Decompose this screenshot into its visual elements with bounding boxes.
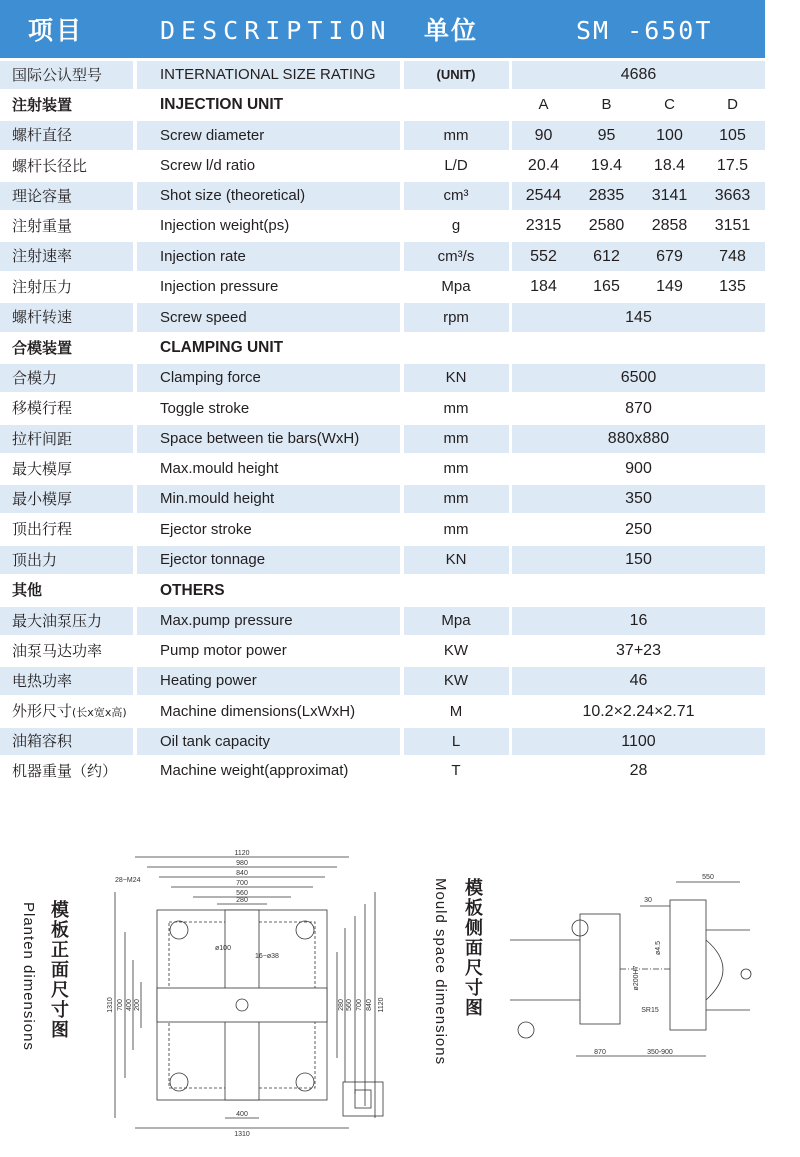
- table-row: [0, 241, 765, 272]
- spec-name-cn: [12, 696, 127, 728]
- spec-value: D: [727, 96, 738, 113]
- spec-value: B: [601, 96, 612, 113]
- table-row: [0, 514, 765, 545]
- spec-name-cn-text: 合模力: [12, 369, 58, 387]
- platen-callout: 28−M24: [115, 877, 141, 884]
- spec-name-en: Min.mould height: [160, 490, 275, 507]
- spec-name-cn: [12, 302, 72, 333]
- header-model: SM -650T: [576, 16, 713, 45]
- platen-dim-label: 560: [236, 890, 248, 897]
- spec-name-en: Shot size (theoretical): [160, 187, 306, 204]
- spec-value: A: [538, 96, 549, 113]
- spec-value: 870: [625, 400, 652, 417]
- section-title-en: OTHERS: [160, 582, 225, 599]
- spec-value: 100: [656, 127, 683, 144]
- spec-unit: mm: [443, 521, 469, 538]
- spec-value: 1100: [621, 733, 656, 750]
- spec-name-cn-text: 注射压力: [12, 278, 73, 296]
- platen-callout: 16−ø38: [255, 953, 279, 960]
- spec-name-en: Screw speed: [160, 309, 247, 326]
- platen-dim-label: 560: [346, 999, 353, 1011]
- spec-value: 19.4: [590, 157, 623, 174]
- spec-unit: Mpa: [441, 612, 471, 629]
- spec-value: 28: [629, 762, 648, 779]
- spec-name-en: Space between tie bars(WxH): [160, 430, 360, 447]
- spec-name-en: Ejector stroke: [160, 521, 252, 538]
- spec-name-en: Pump motor power: [160, 642, 287, 659]
- spec-name-cn-text: 螺杆转速: [12, 308, 73, 326]
- spec-name-cn: [12, 756, 117, 786]
- platen-dim-label: 1310: [107, 997, 114, 1013]
- spec-name-cn: [12, 514, 72, 545]
- spec-value: 612: [593, 248, 620, 265]
- spec-value: 17.5: [716, 157, 749, 174]
- spec-name-cn-text: 理论容量: [12, 187, 73, 205]
- spec-value: 37+23: [616, 642, 661, 659]
- spec-name-en: Screw l/d ratio: [160, 157, 256, 174]
- spec-unit: mm: [443, 460, 469, 477]
- spec-unit: cm³: [443, 187, 469, 204]
- spec-name-en: Screw diameter: [160, 127, 265, 144]
- platen-dim-label: 280: [236, 897, 248, 904]
- section-title-cn: 其他: [12, 581, 43, 599]
- spec-name-en: Heating power: [160, 672, 257, 689]
- spec-name-cn: [12, 363, 57, 393]
- table-row: [0, 424, 765, 454]
- spec-name-cn: [12, 545, 57, 575]
- spec-name-cn-text: 注射重量: [12, 217, 73, 235]
- table-row: [0, 545, 765, 575]
- platen-dim-label: 200: [134, 999, 141, 1011]
- spec-name-cn-text: 最大模厚: [12, 460, 73, 478]
- mould-dim-label: 30: [644, 897, 652, 904]
- section-title-en: INJECTION UNIT: [160, 96, 284, 113]
- platen-dim-label: 280: [338, 999, 345, 1011]
- spec-value: 2835: [588, 187, 625, 204]
- spec-unit: (UNIT): [436, 67, 476, 82]
- platen-dim-label: 980: [236, 860, 248, 867]
- section-row: [0, 333, 765, 363]
- header-description: DESCRIPTION: [160, 16, 392, 45]
- spec-name-cn: [12, 241, 72, 272]
- section-title-cn: 合模装置: [12, 339, 73, 357]
- table-row: [0, 272, 765, 302]
- spec-value: 145: [625, 309, 652, 326]
- spec-name-cn: [12, 151, 87, 181]
- spec-name-cn-text: 顶出行程: [12, 520, 73, 538]
- spec-unit: KN: [445, 369, 467, 386]
- spec-name-cn-text: 最大油泵压力: [12, 612, 103, 630]
- spec-value: 184: [530, 278, 557, 295]
- spec-value: 18.4: [653, 157, 686, 174]
- platen-dim-label: 840: [236, 870, 248, 877]
- spec-name-cn: [12, 606, 102, 636]
- spec-value: 46: [629, 672, 648, 689]
- mould-label-cn: 模板侧面尺寸图: [463, 878, 483, 1018]
- drawings-section: [0, 820, 800, 1157]
- mould-label-en: Mould space dimensions: [432, 878, 449, 1066]
- mould-dim-label: 870: [594, 1049, 606, 1056]
- table-row: [0, 302, 765, 333]
- platen-dim-label: 700: [356, 999, 363, 1011]
- section-row: [0, 90, 765, 120]
- platen-dim-label: 1120: [234, 850, 250, 857]
- platen-dim-label: 840: [366, 999, 373, 1011]
- spec-name-cn-text: 电热功率: [12, 672, 73, 690]
- spec-name-en: Clamping force: [160, 369, 261, 386]
- table-row: [0, 120, 765, 151]
- spec-value: 6500: [620, 369, 657, 386]
- mould-dim-label: ø200H7: [633, 965, 640, 991]
- spec-unit: T: [451, 762, 461, 779]
- spec-name-en: Machine weight(approximat): [160, 762, 349, 779]
- platen-label-en: Planten dimensions: [20, 902, 37, 1051]
- spec-name-cn-text: 油箱容积: [12, 732, 73, 750]
- table-header: [0, 0, 765, 58]
- table-row: [0, 181, 765, 211]
- spec-name-cn-text: 螺杆直径: [12, 126, 73, 144]
- spec-name-en: Injection weight(ps): [160, 217, 290, 234]
- spec-unit: L/D: [444, 157, 468, 174]
- spec-value: 880x880: [607, 430, 670, 447]
- spec-name-cn-text: 顶出力: [12, 551, 58, 569]
- spec-name-cn-text: 外形尺寸: [12, 702, 73, 720]
- spec-unit: cm³/s: [437, 248, 475, 265]
- table-row: [0, 727, 765, 756]
- spec-value: 3151: [714, 217, 751, 234]
- spec-name-cn-text: 拉杆间距: [12, 430, 73, 448]
- spec-name-en: Injection pressure: [160, 278, 279, 295]
- spec-unit: rpm: [443, 309, 469, 326]
- table-row: [0, 454, 765, 484]
- mould-dim-label: ø4.5: [655, 940, 662, 956]
- mould-dim-label: SR15: [641, 1007, 659, 1014]
- platen-drawing: [95, 832, 405, 1137]
- spec-name-cn-text: 移模行程: [12, 399, 73, 417]
- spec-value: 350: [625, 490, 652, 507]
- spec-unit: g: [451, 217, 461, 234]
- header-unit: 单位: [424, 16, 479, 45]
- spec-name-en: Max.mould height: [160, 460, 279, 477]
- spec-value: 4686: [620, 66, 657, 83]
- table-row: [0, 666, 765, 696]
- spec-value: 105: [719, 127, 746, 144]
- spec-value: 900: [625, 460, 652, 477]
- spec-value: 3141: [651, 187, 688, 204]
- platen-dim-label: 1120: [378, 997, 385, 1013]
- table-row: [0, 636, 765, 666]
- spec-value: 90: [534, 127, 553, 144]
- mould-dim-label: 350-900: [647, 1049, 673, 1056]
- spec-unit: M: [449, 703, 463, 720]
- spec-name-en: Injection rate: [160, 248, 246, 265]
- spec-value: 2858: [651, 217, 688, 234]
- spec-name-cn: [12, 666, 72, 696]
- mould-dim-label: 550: [702, 874, 714, 881]
- spec-name-cn: [12, 60, 102, 90]
- spec-unit: KW: [443, 672, 469, 689]
- spec-name-en: Ejector tonnage: [160, 551, 266, 568]
- section-title-cn: 注射装置: [12, 96, 73, 114]
- table-row: [0, 211, 765, 241]
- section-row: [0, 575, 765, 606]
- table-row: [0, 363, 765, 393]
- platen-dim-label: 700: [236, 880, 248, 887]
- platen-dim-label: 400: [126, 999, 133, 1011]
- spec-name-cn: [12, 272, 72, 302]
- spec-value: 2580: [588, 217, 625, 234]
- table-row: [0, 606, 765, 636]
- spec-name-cn-text: 最小模厚: [12, 490, 73, 508]
- platen-dim-label: 1310: [234, 1131, 250, 1137]
- platen-label-cn: 模板正面尺寸图: [49, 900, 69, 1040]
- spec-name-cn: [12, 181, 72, 211]
- spec-name-cn: [12, 424, 72, 454]
- spec-name-en: Max.pump pressure: [160, 612, 293, 629]
- spec-value: 150: [625, 551, 652, 568]
- spec-value: 748: [719, 248, 746, 265]
- spec-value: 20.4: [527, 157, 560, 174]
- spec-name-cn-text: 国际公认型号: [12, 66, 103, 84]
- platen-dim-label: 700: [117, 999, 124, 1011]
- table-row: [0, 151, 765, 181]
- header-item: 项目: [28, 16, 85, 45]
- spec-name-cn: [12, 454, 72, 484]
- spec-name-cn: [12, 484, 72, 514]
- spec-name-cn: [12, 393, 72, 424]
- spec-name-cn: [12, 211, 72, 241]
- spec-unit: mm: [443, 400, 469, 417]
- spec-unit: mm: [443, 430, 469, 447]
- spec-name-en: Oil tank capacity: [160, 733, 271, 750]
- spec-value: 2544: [525, 187, 562, 204]
- spec-value: 2315: [525, 217, 562, 234]
- spec-name-cn-text: 螺杆长径比: [12, 157, 88, 175]
- spec-value: C: [664, 96, 675, 113]
- table-row: [0, 756, 765, 786]
- spec-unit: KN: [445, 551, 467, 568]
- table-row: [0, 484, 765, 514]
- spec-unit: mm: [443, 490, 469, 507]
- spec-name-en: Toggle stroke: [160, 400, 250, 417]
- spec-value: 552: [530, 248, 557, 265]
- spec-value: 679: [656, 248, 683, 265]
- spec-value: 250: [625, 521, 652, 538]
- spec-unit: KW: [443, 642, 469, 659]
- spec-value: 165: [593, 278, 620, 295]
- platen-dim-label: 400: [236, 1111, 248, 1118]
- spec-value: 135: [719, 278, 746, 295]
- spec-value: 3663: [714, 187, 751, 204]
- spec-unit: L: [451, 733, 461, 750]
- spec-name-cn-note: (长x宽x高): [72, 706, 127, 719]
- spec-name-cn-text: 油泵马达功率: [12, 642, 103, 660]
- spec-value: 16: [629, 612, 648, 629]
- table-row: [0, 60, 765, 90]
- spec-name-cn: [12, 120, 72, 151]
- spec-name-cn: [12, 636, 102, 666]
- spec-value: 149: [656, 278, 683, 295]
- spec-unit: mm: [443, 127, 469, 144]
- spec-value: 95: [597, 127, 616, 144]
- section-title-en: CLAMPING UNIT: [160, 339, 284, 356]
- spec-name-cn-text: 机器重量（约）: [12, 762, 118, 780]
- table-row: [0, 696, 765, 727]
- spec-name-cn: [12, 727, 72, 756]
- table-row: [0, 393, 765, 424]
- spec-value: 10.2×2.24×2.71: [582, 703, 695, 720]
- spec-name-en: Machine dimensions(LxWxH): [160, 703, 356, 720]
- spec-unit: Mpa: [441, 278, 471, 295]
- mould-drawing: [510, 870, 780, 1080]
- spec-name-en: INTERNATIONAL SIZE RATING: [160, 66, 376, 83]
- platen-callout: ø100: [215, 945, 231, 952]
- spec-name-cn-text: 注射速率: [12, 247, 73, 265]
